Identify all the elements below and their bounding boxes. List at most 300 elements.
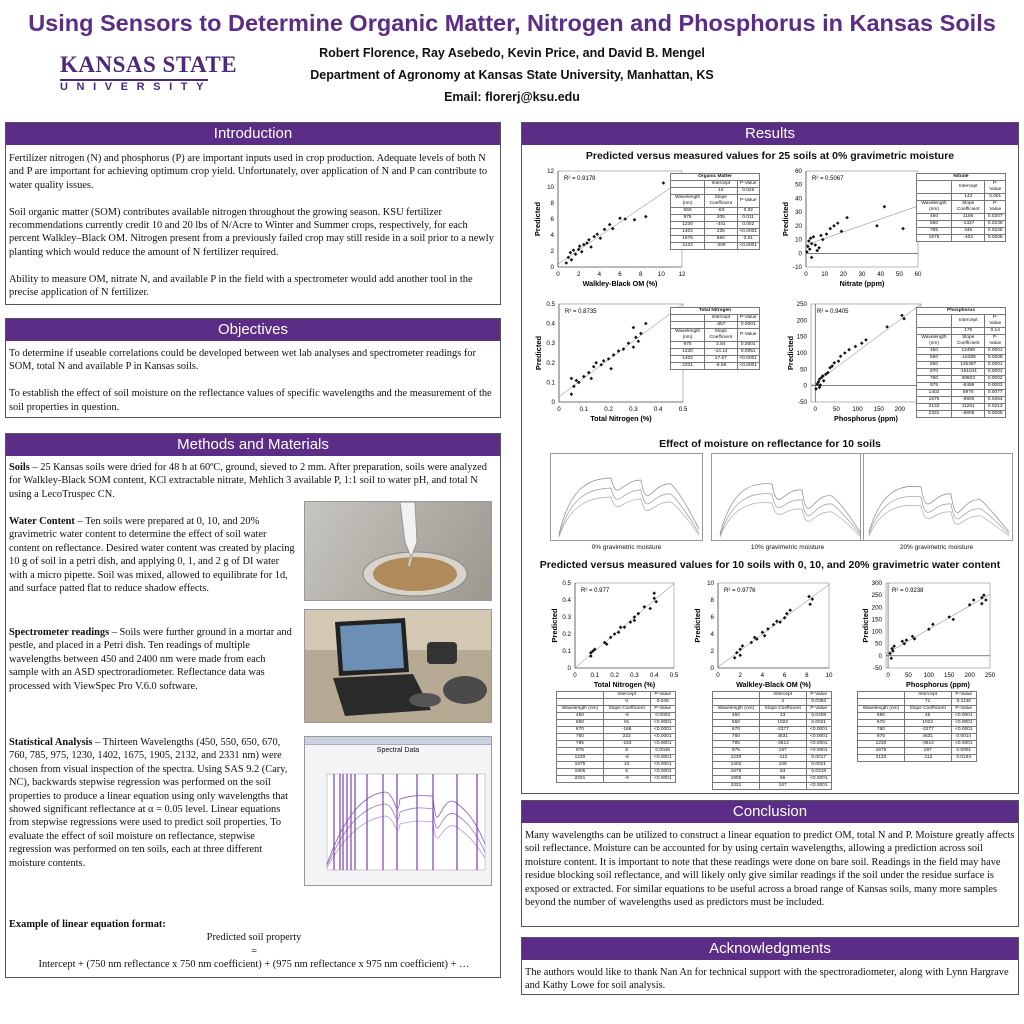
table-cell: 235: [705, 229, 737, 236]
figure-title: Predicted versus measured values for 10 soils with 0, 10, and 20% gravimetric water content: [539, 559, 1001, 571]
table-cell: 167: [759, 783, 806, 790]
y-tick-label: 2: [710, 648, 714, 655]
table-cell: 1675: [557, 762, 604, 769]
scatter-chart-om25: [533, 168, 686, 288]
r-squared-label: R² = 0.8735: [565, 309, 597, 315]
table-cell: 650: [858, 713, 905, 720]
x-tick-label: 2: [738, 672, 742, 679]
table-cell: 1675: [917, 397, 952, 404]
table-header-cell: P-Value: [737, 315, 760, 322]
table-header-cell: [671, 181, 705, 188]
table-cell: <0.0001: [951, 720, 976, 727]
r-squared-label: R² = 0.9178: [564, 176, 596, 182]
table-row: [858, 734, 977, 741]
equation-heading: Example of linear equation format:: [9, 919, 166, 930]
table-cell: 108: [759, 762, 806, 769]
table-header-cell: P-Value: [985, 315, 1006, 328]
table-cell: P-Value: [985, 335, 1006, 348]
table-cell: 1230: [671, 222, 705, 229]
x-tick-label: 60: [914, 271, 922, 278]
table-row: [671, 229, 760, 236]
soils-label: Soils: [9, 462, 30, 473]
scatter-chart-tn25: [534, 301, 688, 423]
table-cell: <0.0001: [806, 783, 831, 790]
table-cell: 0.0001: [985, 362, 1006, 369]
y-tick-label: 0.1: [562, 648, 571, 655]
x-tick-label: 0.2: [604, 406, 613, 413]
y-tick-label: 0.5: [546, 301, 555, 308]
table-cell: 10: [705, 188, 737, 195]
table-row: [713, 699, 832, 706]
y-tick-label: 0.2: [546, 359, 555, 367]
y-tick-label: 250: [871, 592, 882, 600]
table-cell: 670: [557, 727, 604, 734]
table-cell: 1675: [671, 236, 705, 243]
scatter-chart-p25: [786, 301, 927, 423]
y-tick-label: 10: [795, 236, 802, 244]
table-cell: 0.0021: [806, 720, 831, 727]
table-cell: 0.02: [737, 208, 760, 215]
table-row: [671, 342, 760, 349]
figure-title: Predicted versus measured values for 25 soils at 0% gravimetric moisture: [585, 150, 955, 162]
table-row: [917, 335, 1006, 348]
x-tick-label: 30: [858, 271, 866, 278]
table-cell: [858, 699, 905, 706]
table-row: [858, 727, 977, 734]
table-cell: 1402: [671, 229, 705, 236]
table-header-cell: P-Value: [650, 692, 675, 699]
table-cell: 1230: [671, 349, 705, 356]
y-axis-label: Predicted: [534, 335, 543, 371]
table-cell: 550: [671, 208, 705, 215]
table-cell: 650: [917, 362, 952, 369]
scatter-chart-tn10: [550, 580, 679, 689]
r-squared-label: R² = 0.9776: [724, 588, 756, 594]
table-cell: 2331: [713, 783, 760, 790]
acknowledgments-text: The authors would like to thank Nan An for technical support with the spectroradiometer, along with Lynn Hargrave and Kathy Lowe for soil analysis.: [525, 967, 1009, 992]
y-tick-label: 40: [795, 195, 802, 203]
table-cell: 0.0001: [985, 348, 1006, 355]
table-cell: 71: [904, 699, 951, 706]
y-tick-label: 300: [871, 580, 882, 587]
table-header-cell: P-Value: [806, 692, 831, 699]
conclusion-heading: Conclusion: [522, 801, 1018, 823]
y-tick-label: 10: [707, 580, 714, 587]
table-cell: 760: [557, 734, 604, 741]
x-tick-label: 0.5: [669, 672, 679, 679]
table-title: Organic Matter: [671, 174, 760, 181]
soils-paragraph: [9, 461, 499, 501]
x-tick-label: 6: [782, 672, 787, 679]
y-tick-label: 0: [567, 665, 571, 672]
y-tick-label: 0.3: [546, 340, 555, 348]
table-cell: <0.0001: [951, 727, 976, 734]
table-cell: 760: [858, 727, 905, 734]
table-cell: -2277: [904, 727, 951, 734]
table-cell: 0.001: [985, 194, 1006, 201]
y-axis-label: Predicted: [781, 201, 790, 237]
table-cell: 5: [603, 769, 650, 776]
y-tick-label: 0: [710, 665, 714, 672]
table-cell: <0.0001: [737, 243, 760, 250]
x-axis-label: Phosphorus (ppm): [906, 680, 970, 689]
table-cell: <0.0001: [806, 734, 831, 741]
table-cell: <0.0001: [650, 762, 675, 769]
table-row: [713, 741, 832, 748]
x-axis-label: Nitrate (ppm): [839, 279, 885, 288]
table-cell: Wavelength (nm): [557, 706, 604, 713]
table-cell: 2.84: [705, 342, 737, 349]
table-cell: 975: [671, 342, 705, 349]
statistics-label: Statistical Analysis: [9, 737, 93, 748]
table-cell: 0.0001: [737, 342, 760, 349]
table-row: [671, 236, 760, 243]
x-tick-label: 150: [873, 406, 884, 413]
table-cell: 0.0001: [985, 369, 1006, 376]
table-cell: Wavelength (nm): [713, 706, 760, 713]
table-cell: 0.0001: [951, 748, 976, 755]
table-row: [671, 322, 760, 329]
table-cell: 43: [759, 713, 806, 720]
equation-block: [9, 918, 499, 972]
table-header-cell: P-Value: [951, 692, 976, 699]
table-cell: 785: [917, 228, 952, 235]
table-cell: Slope Coefficient: [904, 706, 951, 713]
table-title: Nitrate: [917, 174, 1006, 181]
table-cell: [917, 328, 952, 335]
moisture-label: 10% gravimetric moisture: [750, 544, 825, 551]
table-row: [671, 222, 760, 229]
table-header-cell: [671, 315, 705, 322]
intro-paragraph: Fertilizer nitrogen (N) and phosphorus (P) are important inputs used in crop production. Adequate levels of both N and P are important for achieving optimum crop yield. Unfortunately, over application of N and P can contribute to water quality issues.: [9, 153, 488, 191]
table-cell: 4631: [759, 734, 806, 741]
table-row: [917, 228, 1006, 235]
table-cell: 550: [917, 221, 952, 228]
table-cell: 1230: [713, 755, 760, 762]
table-cell: -402: [951, 235, 984, 242]
x-tick-label: 4: [597, 271, 602, 278]
table-cell: -9900: [951, 397, 984, 404]
table-cell: 1230: [557, 755, 604, 762]
y-axis-label: Predicted: [693, 608, 702, 643]
table-cell: 91: [603, 720, 650, 727]
y-tick-label: 10: [547, 184, 554, 191]
table-row: [671, 188, 760, 195]
objective-item: To determine if useable correlations could be developed between wet lab analyses and spectrometer readings for SOM, total N and available P in Kansas soils.: [9, 348, 476, 373]
table-cell: 0.0017: [806, 755, 831, 762]
y-tick-label: 250: [796, 301, 807, 308]
x-tick-label: 0: [886, 672, 890, 679]
intro-paragraph: Soil organic matter (SOM) contributes available nitrogen throughout the growing season. KSU fertilizer recommendations currently credit 10 and 20 lbs of N/Acre to Winter and Summer crops, respectively, for each percent Walkley–Black OM. Nitrogen present from a previously failed crop may still reside in a soil prior to a newly planting which would reduce the amount of N fertilizer required.: [9, 206, 494, 258]
table-cell: 0.0207: [985, 214, 1006, 221]
table-row: [858, 748, 977, 755]
r-squared-label: R² = 0.977: [581, 588, 610, 594]
table-row: [713, 783, 832, 790]
y-tick-label: 100: [871, 628, 882, 636]
table-row: [713, 720, 832, 727]
table-cell: 179: [951, 328, 984, 335]
table-cell: <0.0001: [806, 741, 831, 748]
y-tick-label: 0: [878, 652, 882, 660]
table-cell: 670: [713, 727, 760, 734]
regression-table: [556, 691, 676, 783]
x-tick-label: 250: [984, 672, 996, 679]
table-row: [557, 755, 676, 762]
table-cell: 975: [713, 748, 760, 755]
x-tick-label: 0.4: [653, 406, 663, 413]
table-cell: -6: [603, 713, 650, 720]
moisture-label: 20% gravimetric moisture: [899, 544, 974, 551]
conclusion-panel: [521, 800, 1019, 927]
x-tick-label: 0: [716, 672, 720, 679]
x-tick-label: 0.4: [649, 672, 659, 679]
table-cell: Wavelength (nm): [917, 335, 952, 348]
table-row: [917, 376, 1006, 383]
y-tick-label: 0: [803, 382, 807, 390]
x-tick-label: 0.1: [590, 672, 600, 679]
y-tick-label: 150: [871, 616, 882, 624]
table-cell: 1402: [917, 390, 952, 397]
plot-area: [806, 171, 918, 267]
moisture-label: 0% gravimetric moisture: [591, 544, 662, 551]
table-cell: 0.026: [737, 188, 760, 195]
table-cell: <0.0001: [650, 741, 675, 748]
table-cell: 63: [759, 769, 806, 776]
methods-panel: [5, 433, 501, 978]
table-cell: Slope Coefficient: [759, 706, 806, 713]
x-axis-label: Walkley-Black OM (%): [736, 680, 811, 689]
table-cell: -166: [603, 727, 650, 734]
table-row: [557, 748, 676, 755]
table-cell: 0.0393: [806, 699, 831, 706]
table-cell: 0.048: [650, 699, 675, 706]
table-cell: Wavelength (nm): [917, 201, 952, 214]
table-cell: <0.0001: [737, 363, 760, 370]
x-tick-label: 6: [618, 271, 622, 278]
table-cell: <0.0001: [806, 727, 831, 734]
table-cell: 56: [759, 776, 806, 783]
table-cell: 1675: [917, 235, 952, 242]
table-cell: Wavelength (nm): [671, 329, 705, 342]
table-row: [917, 348, 1006, 355]
table-cell: 0.0001: [737, 322, 760, 329]
table-cell: 1230: [858, 741, 905, 748]
table-cell: <0.0001: [737, 356, 760, 363]
table-row: [858, 720, 977, 727]
table-cell: 0.0408: [806, 713, 831, 720]
table-cell: 1675: [858, 748, 905, 755]
table-row: [917, 383, 1006, 390]
introduction-heading: Introduction: [6, 123, 500, 145]
r-squared-label: R² = 0.9238: [892, 588, 924, 594]
table-cell: 0.0002: [985, 376, 1006, 383]
table-row: [671, 195, 760, 208]
table-cell: 0.0003: [985, 383, 1006, 390]
moisture-spectra-plot: [712, 454, 863, 540]
spectrometer-label: Spectrometer readings: [9, 627, 110, 638]
methods-heading: Methods and Materials: [6, 434, 500, 456]
table-cell: 2331: [557, 776, 604, 783]
table-cell: 550: [917, 355, 952, 362]
table-row: [917, 221, 1006, 228]
y-tick-label: 0.2: [562, 631, 571, 638]
table-cell: 0.011: [737, 215, 760, 222]
table-cell: 0.0021: [806, 762, 831, 769]
water-text: – Ten soils were prepared at 0, 10, and 20% gravimetric water content to determine the effect of soil water content on reflectance. Desired water content was created by placing 10 g of soil in a petri dish, and applying 0, 1, and 2 g of DI water with a micro pipette. Soil was mixed, allowed to equilibrate for 1d, and surface patted flat to reduce shadow effects.: [9, 516, 295, 595]
table-cell: Slope Coefficient: [705, 329, 737, 342]
table-row: [557, 706, 676, 713]
table-cell: 0.0014: [951, 734, 976, 741]
x-tick-label: 0: [813, 406, 817, 413]
table-header-cell: Intercept: [705, 181, 737, 188]
table-cell: P-Value: [806, 706, 831, 713]
spectral-data-title: Spectral Data: [376, 747, 420, 754]
regression-table: [916, 307, 1006, 418]
y-tick-label: 30: [795, 209, 802, 217]
table-row: [713, 755, 832, 762]
x-tick-label: 0.2: [610, 672, 619, 679]
table-cell: 1905: [713, 776, 760, 783]
table-row: [671, 243, 760, 250]
table-header-cell: [858, 692, 905, 699]
introduction-panel: [5, 122, 501, 305]
x-tick-label: 0: [573, 672, 577, 679]
table-row: [917, 355, 1006, 362]
table-cell: 650: [713, 720, 760, 727]
table-cell: -2377: [759, 727, 806, 734]
y-axis-label: Predicted: [533, 201, 542, 237]
table-cell: 0: [603, 699, 650, 706]
statistics-paragraph: [9, 736, 295, 870]
table-cell: 975: [671, 215, 705, 222]
x-axis-label: Total Nitrogen (%): [593, 680, 656, 689]
table-cell: 1402: [713, 762, 760, 769]
authors: Robert Florence, Ray Asebedo, Kevin Price, and David B. Mengel: [319, 46, 705, 60]
table-cell: 0.0218: [806, 769, 831, 776]
table-row: [858, 755, 977, 762]
spectrometer-text: – Soils were further ground in a mortar and pestle, and placed in a Petri dish. Ten readings of multiple wavelengths between 450 and 2400 nm were made from each sample with an ASD spectroradiometer. Reflectance data was processed with ViewSpec Pro V.6.0 software.: [9, 627, 292, 692]
table-cell: 975: [858, 734, 905, 741]
table-row: [557, 741, 676, 748]
table-cell: -8805: [951, 411, 984, 418]
table-cell: 0.0077: [985, 390, 1006, 397]
table-cell: 670: [858, 720, 905, 727]
table-cell: 10: [603, 762, 650, 769]
poster-title: Using Sensors to Determine Organic Matter, Nitrogen and Phosphorus in Kansas Soils: [28, 10, 996, 36]
table-cell: 1905: [557, 769, 604, 776]
table-header-cell: P-Value: [985, 181, 1006, 194]
table-cell: -441: [705, 222, 737, 229]
table-header-cell: Intercept: [951, 181, 984, 194]
table-cell: Wavelength (nm): [671, 195, 705, 208]
acknowledgments-heading: Acknowledgments: [522, 938, 1018, 960]
figure-title: Effect of moisture on reflectance for 10 soils: [659, 438, 881, 450]
x-tick-label: 150: [944, 672, 955, 679]
table-cell: 143: [951, 194, 984, 201]
plot-area: [559, 304, 683, 402]
table-cell: P-Value: [650, 706, 675, 713]
laptop-illustration: [305, 610, 492, 723]
y-tick-label: 50: [800, 366, 807, 374]
table-cell: 222: [603, 734, 650, 741]
table-cell: -6.56: [705, 363, 737, 370]
table-header-cell: Intercept: [759, 692, 806, 699]
x-tick-label: 50: [895, 271, 903, 278]
soils-text: – 25 Kansas soils were dried for 48 h at 60ºC, ground, sieved to 2 mm. After preparation, soils were analyzed for Walkley-Black SOM content, KCl extractable nitrate, Mehlich 3 available P, 1:1 soil to water pH, and total N using a LecoTruspec CN.: [9, 462, 487, 500]
pipette-illustration: [305, 502, 492, 601]
table-cell: 0.002: [737, 222, 760, 229]
x-tick-label: 12: [678, 271, 686, 278]
y-tick-label: 50: [795, 181, 802, 189]
table-row: [557, 769, 676, 776]
table-row: [917, 235, 1006, 242]
table-cell: [557, 699, 604, 706]
y-tick-label: 0: [550, 264, 554, 271]
table-cell: Slope Coefficient: [603, 706, 650, 713]
y-axis-label: Predicted: [550, 608, 559, 643]
x-axis-label: Phosphorus (ppm): [834, 414, 898, 423]
x-tick-label: 200: [894, 406, 906, 413]
table-cell: 560: [705, 236, 737, 243]
table-cell: <0.0001: [806, 748, 831, 755]
y-tick-label: 0.5: [562, 580, 571, 587]
table-header-cell: Intercept: [603, 692, 650, 699]
moisture-spectra-10: [711, 453, 864, 541]
moisture-spectra-plot: [551, 454, 702, 540]
table-cell: 0.1146: [951, 699, 976, 706]
table-cell: 11261: [951, 404, 984, 411]
y-tick-label: 0.4: [562, 597, 571, 604]
table-cell: -9: [603, 776, 650, 783]
table-cell: Wavelength (nm): [858, 706, 905, 713]
table-cell: 450: [917, 348, 952, 355]
table-cell: 2331: [671, 363, 705, 370]
table-row: [557, 713, 676, 720]
table-cell: <0.0001: [650, 720, 675, 727]
x-tick-label: 0.3: [629, 406, 638, 413]
table-row: [671, 363, 760, 370]
table-row: [713, 734, 832, 741]
table-row: [858, 741, 977, 748]
table-cell: 8976: [951, 390, 984, 397]
moisture-spectra-plot: [861, 454, 1012, 540]
table-cell: 125497: [951, 362, 984, 369]
table-header-cell: Intercept: [705, 315, 737, 322]
table-cell: <0.0001: [650, 769, 675, 776]
table-cell: 197: [904, 748, 951, 755]
table-row: [557, 727, 676, 734]
table-header-cell: [917, 315, 952, 328]
regression-table: [712, 691, 832, 790]
table-cell: 0.0008: [985, 355, 1006, 362]
table-cell: P-Value: [951, 706, 976, 713]
table-cell: 45: [904, 713, 951, 720]
table-cell: 4631: [904, 734, 951, 741]
table-cell: Slope Coefficient: [705, 195, 737, 208]
x-tick-label: 20: [839, 271, 847, 278]
table-cell: <0.0001: [951, 741, 976, 748]
table-row: [557, 776, 676, 783]
y-tick-label: 6: [710, 614, 714, 621]
y-tick-label: 2: [550, 248, 554, 255]
water-label: Water Content: [9, 516, 75, 527]
table-cell: <0.0001: [737, 229, 760, 236]
table-cell: 1022: [904, 720, 951, 727]
objective-item: To establish the effect of soil moisture on the reflectance values of specific wavelengths and the measurement of the soil properties in question.: [9, 388, 492, 413]
table-row: [671, 349, 760, 356]
table-title: Total Nitrogen: [671, 308, 760, 315]
intro-paragraph: Ability to measure OM, nitrate N, and available P in the field with a spectrometer would add another tool in the precise application of N fertilizer.: [9, 273, 473, 299]
